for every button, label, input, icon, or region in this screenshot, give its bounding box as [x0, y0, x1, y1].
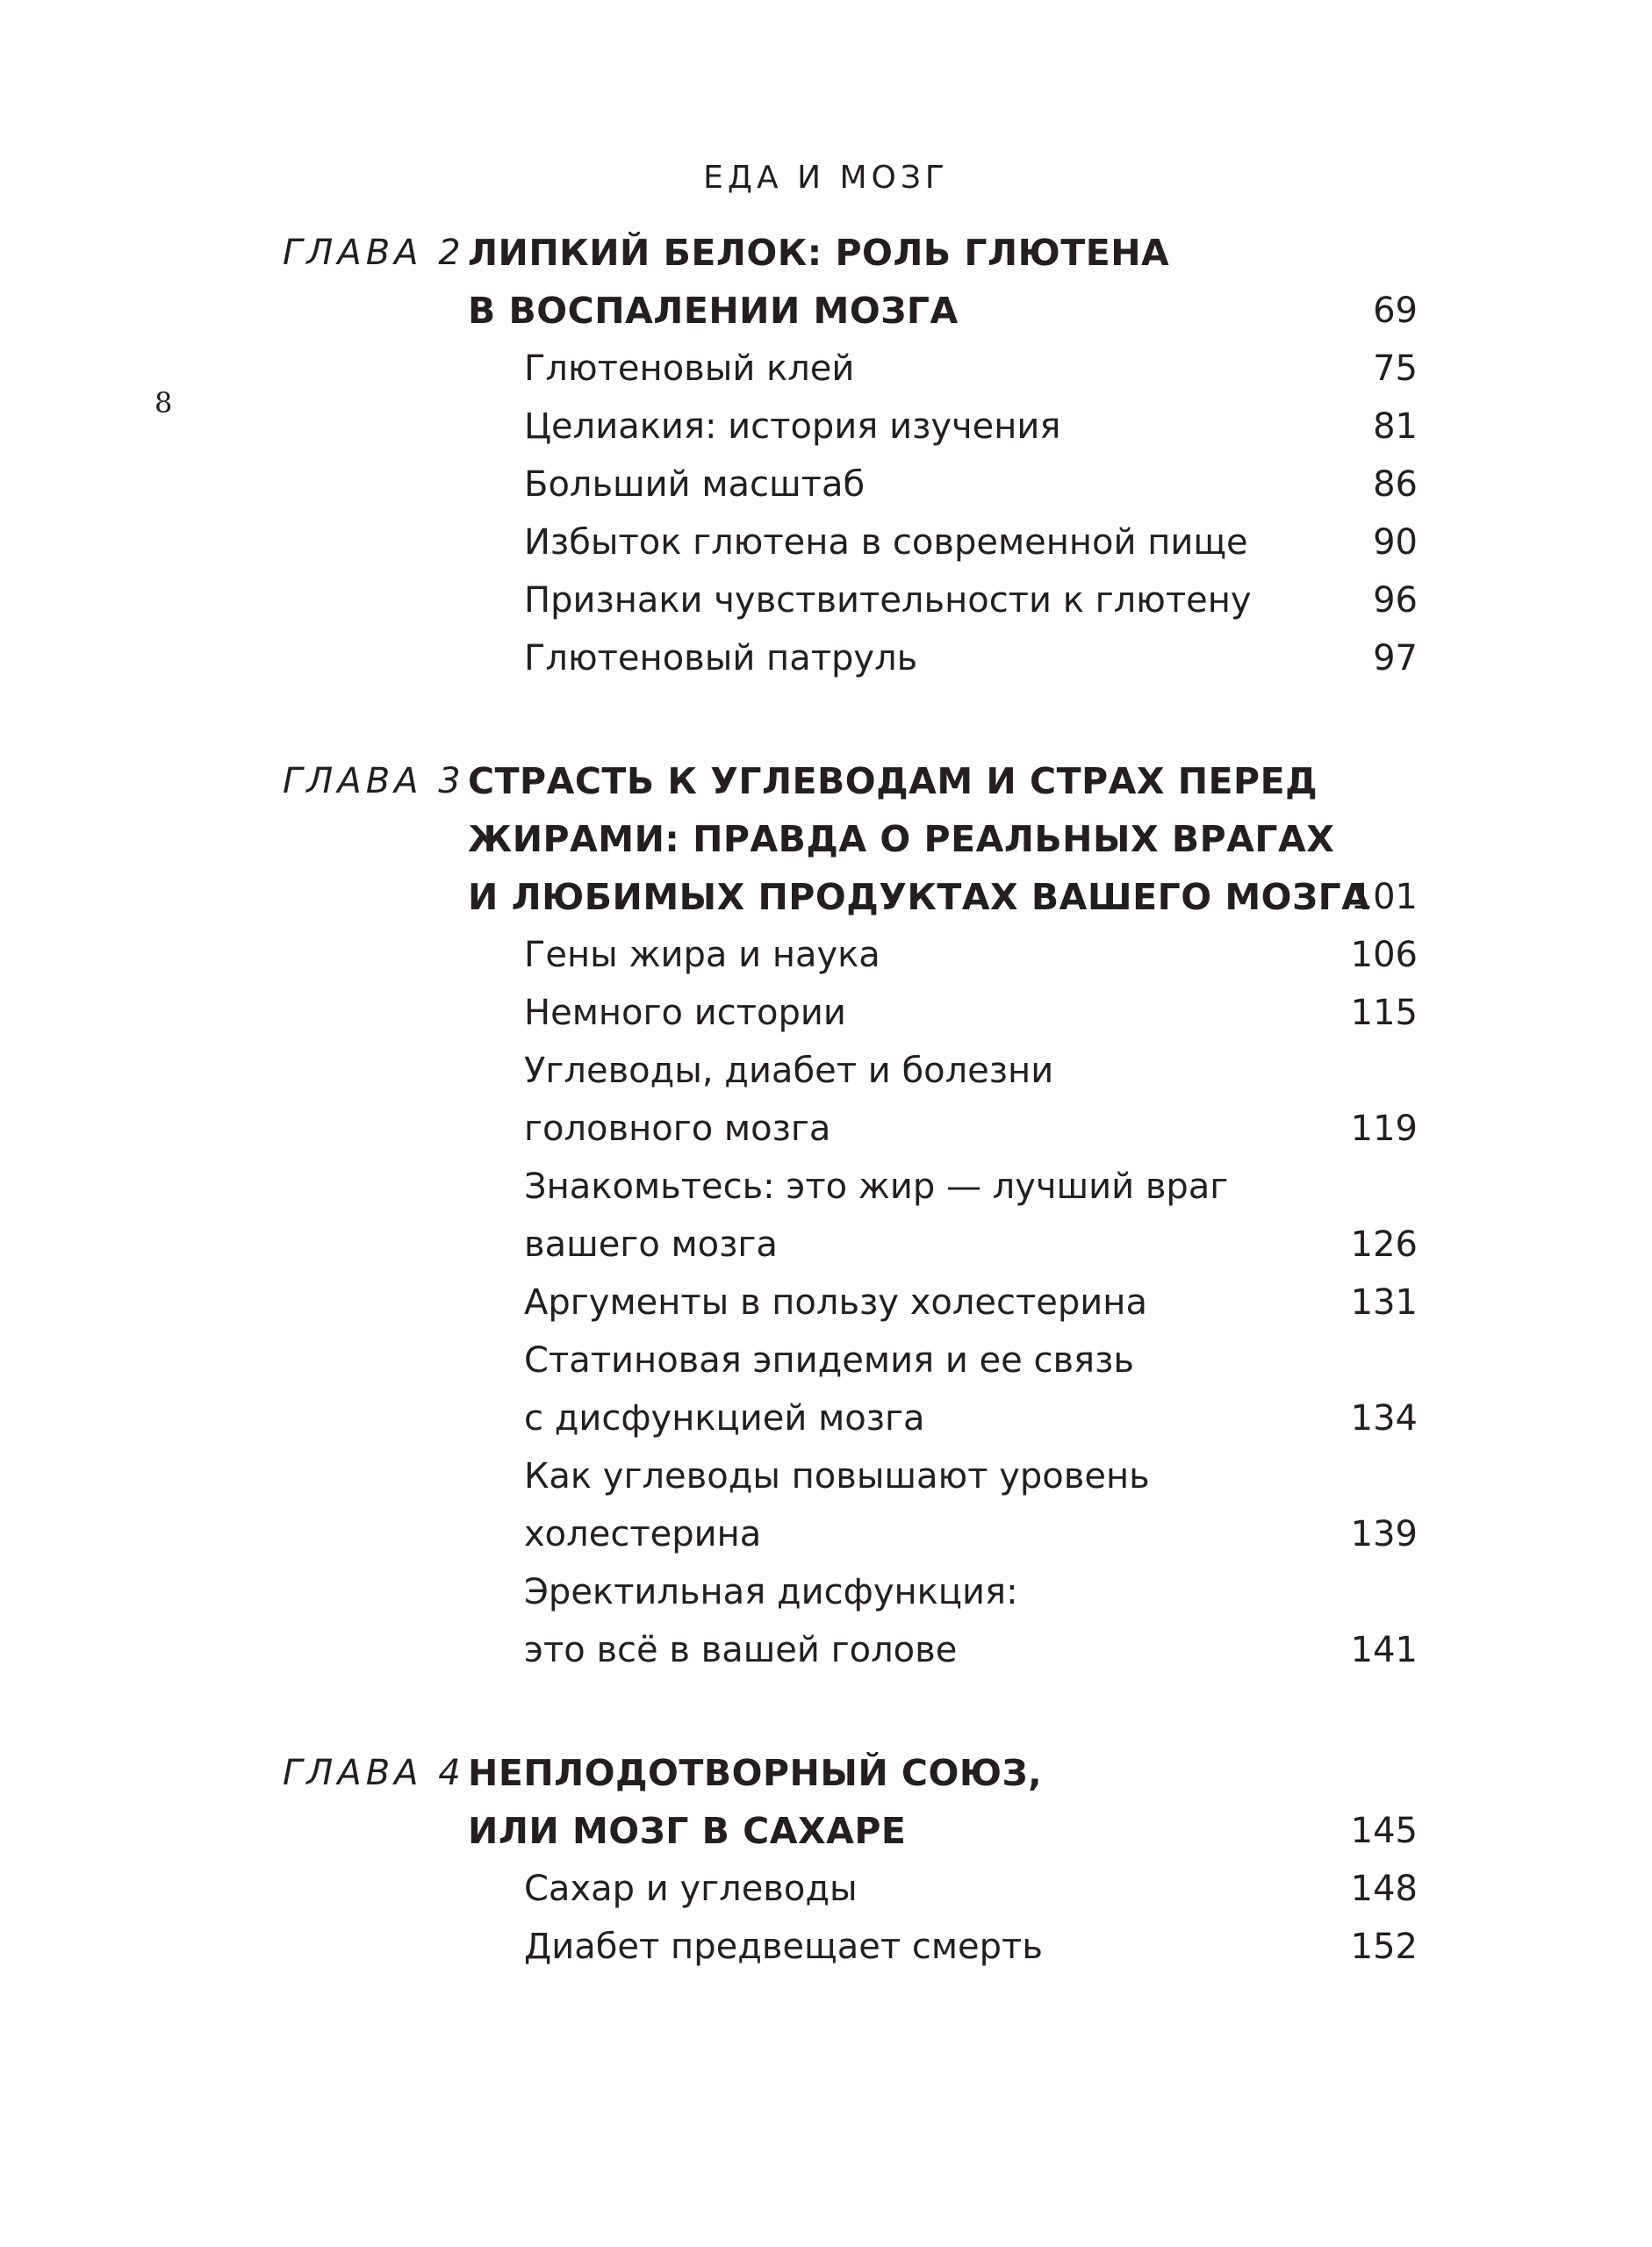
section-line — [0, 1100, 1652, 1158]
section-line — [0, 1563, 1652, 1621]
chapter-block — [0, 1744, 1652, 1976]
section-line — [0, 1621, 1652, 1679]
section-page-number: 81 — [1373, 406, 1418, 447]
section-title-text: с дисфункцией мозга — [524, 1398, 925, 1439]
section-page-number: 134 — [1350, 1398, 1418, 1439]
chapter-title-text: В ВОСПАЛЕНИИ МОЗГА — [468, 290, 959, 332]
section-page-number: 90 — [1373, 522, 1418, 563]
section-title-text: головного мозга — [524, 1109, 831, 1149]
section-page-number: 115 — [1350, 993, 1418, 1033]
section-line — [0, 926, 1652, 984]
section-line — [0, 1389, 1652, 1447]
section-title-text: Больший масштаб — [524, 464, 866, 505]
chapter-title-text: ЛИПКИЙ БЕЛОК: РОЛЬ ГЛЮТЕНА — [468, 232, 1170, 274]
section-page-number: 141 — [1350, 1630, 1418, 1670]
running-head: ЕДА И МОЗГ — [703, 160, 949, 196]
section-title-text: Гены жира и наука — [524, 935, 880, 975]
section-title-text: Глютеновый патруль — [524, 638, 918, 678]
section-title-text: Диабет предвещает смерть — [524, 1927, 1043, 1967]
section-line — [0, 629, 1652, 687]
chapter-title-text: СТРАСТЬ К УГЛЕВОДАМ И СТРАХ ПЕРЕД — [468, 760, 1318, 802]
section-line — [0, 398, 1652, 456]
section-page-number: 75 — [1373, 348, 1418, 389]
section-page-number: 131 — [1350, 1282, 1418, 1323]
section-title-text: Избыток глютена в современной пище — [524, 522, 1248, 563]
chapter-title-line — [0, 282, 1652, 340]
section-title-text: вашего мозга — [524, 1224, 778, 1265]
section-line — [0, 1447, 1652, 1505]
section-line — [0, 1860, 1652, 1918]
section-line — [0, 456, 1652, 513]
chapter-label: ГЛАВА 3 — [283, 761, 465, 801]
section-title-text: Глютеновый клей — [524, 348, 855, 389]
table-of-contents — [0, 224, 1652, 2041]
section-line — [0, 1505, 1652, 1563]
chapter-page-number: 69 — [1373, 291, 1418, 331]
chapter-label: ГЛАВА 2 — [283, 233, 465, 273]
chapter-title-line — [0, 810, 1652, 868]
section-page-number: 139 — [1350, 1514, 1418, 1554]
chapter-block — [0, 752, 1652, 1679]
section-line — [0, 1918, 1652, 1976]
section-page-number: 86 — [1373, 464, 1418, 505]
page-number: 8 — [154, 386, 173, 420]
section-page-number: 148 — [1350, 1869, 1418, 1909]
chapter-title-text: НЕПЛОДОТВОРНЫЙ СОЮЗ, — [468, 1752, 1043, 1794]
section-page-number: 106 — [1350, 935, 1418, 975]
chapter-page-number: 101 — [1350, 877, 1418, 917]
section-title-text: Эректильная дисфункция: — [524, 1572, 1018, 1612]
section-line — [0, 1216, 1652, 1274]
chapter-title-line — [0, 752, 1652, 810]
chapter-title-line — [0, 1802, 1652, 1860]
section-line — [0, 513, 1652, 571]
section-page-number: 96 — [1373, 580, 1418, 621]
section-title-text: Целиакия: история изучения — [524, 406, 1061, 447]
chapter-title-text: И ЛЮБИМЫХ ПРОДУКТАХ ВАШЕГО МОЗГА — [468, 876, 1370, 918]
section-title-text: Статиновая эпидемия и ее связь — [524, 1340, 1134, 1381]
chapter-title-text: ЖИРАМИ: ПРАВДА О РЕАЛЬНЫХ ВРАГАХ — [468, 818, 1335, 860]
section-title-text: холестерина — [524, 1514, 762, 1554]
chapter-block — [0, 224, 1652, 687]
section-title-text: Как углеводы повышают уровень — [524, 1456, 1150, 1497]
section-line — [0, 340, 1652, 398]
section-line — [0, 571, 1652, 629]
section-title-text: Аргументы в пользу холестерина — [524, 1282, 1147, 1323]
section-title-text: Немного истории — [524, 993, 846, 1033]
section-title-text: Углеводы, диабет и болезни — [524, 1051, 1054, 1091]
section-line — [0, 984, 1652, 1042]
chapter-title-line — [0, 1744, 1652, 1802]
chapter-label: ГЛАВА 4 — [283, 1753, 465, 1793]
section-title-text: Знакомьтесь: это жир — лучший враг — [524, 1167, 1229, 1207]
chapter-title-line — [0, 868, 1652, 926]
chapter-title-text: ИЛИ МОЗГ В САХАРЕ — [468, 1810, 907, 1852]
section-page-number: 126 — [1350, 1224, 1418, 1265]
section-title-text: Сахар и углеводы — [524, 1869, 858, 1909]
section-page-number: 97 — [1373, 638, 1418, 678]
section-line — [0, 1042, 1652, 1100]
section-title-text: Признаки чувствительности к глютену — [524, 580, 1252, 621]
chapter-page-number: 145 — [1350, 1811, 1418, 1851]
section-page-number: 119 — [1350, 1109, 1418, 1149]
section-line — [0, 1158, 1652, 1216]
section-page-number: 152 — [1350, 1927, 1418, 1967]
section-line — [0, 1274, 1652, 1332]
chapter-title-line — [0, 224, 1652, 282]
section-line — [0, 1332, 1652, 1389]
section-title-text: это всё в вашей голове — [524, 1630, 958, 1670]
